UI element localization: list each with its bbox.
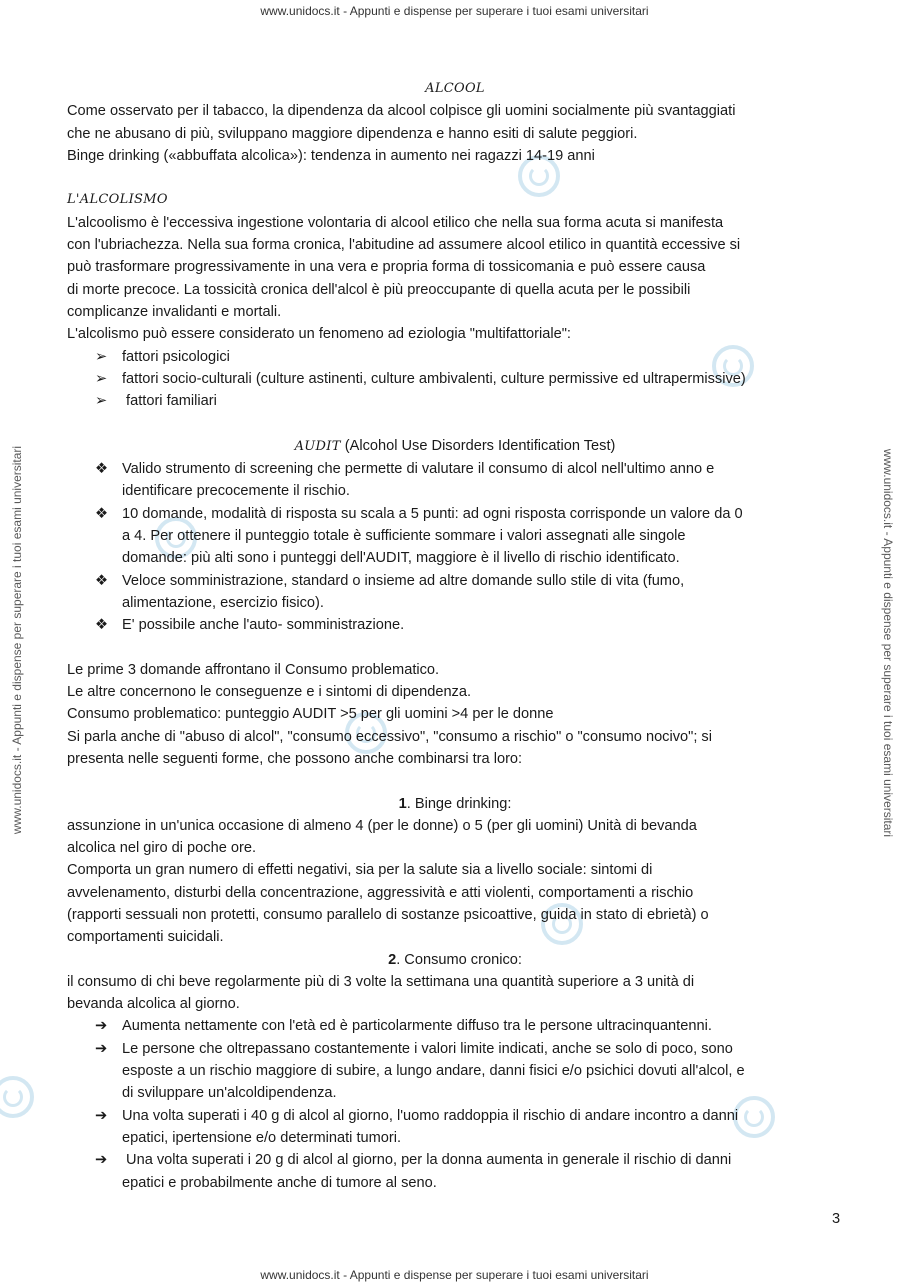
paragraph-line: alcolica nel giro di poche ore. <box>67 840 257 857</box>
paragraph-line: Comporta un gran numero di effetti negativi, sia per la salute sia a livello sociale: sintomi di <box>67 862 653 879</box>
list-item: ❖ Veloce somministrazione, standard o insieme ad altre domande sullo stile di vita (fumo, alimentazione, esercizio fisico). <box>67 570 843 615</box>
arrow-bullet-icon: ➢ <box>95 393 108 410</box>
paragraph-line: complicanze invalidanti e mortali. <box>67 303 282 320</box>
paragraph-line: che ne abusano di più, sviluppano maggiore dipendenza e hanno esiti di salute peggiori. <box>67 125 638 142</box>
page-title: ALCOOL <box>425 81 485 96</box>
paragraph-line: L'alcoolismo è l'eccessiva ingestione volontaria di alcool etilico che nella sua forma acuta si manifesta <box>67 214 724 231</box>
list-item: ❖ 10 domande, modalità di risposta su scala a 5 punti: ad ogni risposta corrisponde un valore da 0 a 4. Per ottenere il punteggio totale è sufficiente sommare i valori assegnati alle singole domande: più alti sono i punteggi dell'AUDIT, maggiore è il livello di rischio identificato. <box>67 503 843 570</box>
paragraph-line: presenta nelle seguenti forme, che possono anche combinarsi tra loro: <box>67 750 523 767</box>
cronico-list <box>67 1015 843 1193</box>
right-watermark: www.unidocs.it - Appunti e dispense per superare i tuoi esami universitari <box>881 448 895 838</box>
right-arrow-icon: ➔ <box>95 1040 108 1057</box>
diamond-bullet-icon: ❖ <box>95 572 109 589</box>
right-arrow-icon: ➔ <box>95 1107 108 1124</box>
list-item: ❖ Valido strumento di screening che permette di valutare il consumo di alcol nell'ultimo anno e identificare precocemente il rischio. <box>67 458 843 503</box>
list-item: ➢ fattori psicologici <box>67 346 843 368</box>
list-item: ❖ E' possibile anche l'auto- somministrazione. <box>67 614 843 636</box>
header-watermark: www.unidocs.it - Appunti e dispense per superare i tuoi esami universitari <box>260 4 649 18</box>
diamond-bullet-icon: ❖ <box>95 461 109 478</box>
paragraph-line: avvelenamento, disturbi della concentrazione, aggressività e atti violenti, comportamenti a rischio <box>67 884 694 901</box>
factors-list <box>67 346 843 413</box>
list-item: ➔ Le persone che oltrepassano costantemente i valori limite indicati, anche se solo di poco, sono esposte a un rischio maggiore di subire, a lungo andare, danni fisici e/o psichici dovuti all'alcol, e di sviluppare un'alcoldipendenza. <box>67 1038 843 1105</box>
unidocs-logo-icon <box>0 1076 34 1118</box>
list-item: ➔ Una volta superati i 40 g di alcol al giorno, l'uomo raddoppia il rischio di andare incontro a danni epatici, ipertensione e/o determinati tumori. <box>67 1105 843 1150</box>
paragraph-line: Binge drinking («abbuffata alcolica»): tendenza in aumento nei ragazzi 14-19 anni <box>67 147 595 164</box>
arrow-bullet-icon: ➢ <box>95 348 108 365</box>
arrow-bullet-icon: ➢ <box>95 370 108 387</box>
document-body <box>67 78 843 1194</box>
footer-watermark: www.unidocs.it - Appunti e dispense per superare i tuoi esami universitari <box>260 1268 649 1282</box>
section-heading-alcolismo: L'ALCOLISMO <box>67 192 168 208</box>
paragraph-line: il consumo di chi beve regolarmente più di 3 volte la settimana una quantità superiore a 3 unità di <box>67 973 695 990</box>
paragraph-line: Si parla anche di "abuso di alcol", "consumo eccessivo", "consumo a rischio" o "consumo nocivo"; si <box>67 728 712 745</box>
diamond-bullet-icon: ❖ <box>95 505 109 522</box>
paragraph-line: comportamenti suicidali. <box>67 929 224 946</box>
paragraph-line: assunzione in un'unica occasione di almeno 4 (per le donne) o 5 (per gli uomini) Unità di bevanda <box>67 817 697 834</box>
left-watermark: www.unidocs.it - Appunti e dispense per superare i tuoi esami universitari <box>10 445 24 835</box>
diamond-bullet-icon: ❖ <box>95 617 109 634</box>
section-heading-cronico: 2. Consumo cronico: <box>388 951 522 968</box>
paragraph-line: L'alcolismo può essere considerato un fenomeno ad eziologia "multifattoriale": <box>67 326 571 343</box>
paragraph-line: può trasformare progressivamente in una vera e propria forma di tossicomania e può essere causa <box>67 259 706 276</box>
page-number: 3 <box>832 1211 841 1227</box>
paragraph-line: Le prime 3 domande affrontano il Consumo problematico. <box>67 661 440 678</box>
paragraph-line: di morte precoce. La tossicità cronica dell'alcol è più preoccupante di quella acuta per le possibili <box>67 281 691 298</box>
audit-list <box>67 458 843 636</box>
paragraph-line: Come osservato per il tabacco, la dipendenza da alcool colpisce gli uomini socialmente più svantaggiati <box>67 103 736 120</box>
list-item: ➢ fattori familiari <box>67 390 843 412</box>
list-item: ➔ Aumenta nettamente con l'età ed è particolarmente diffuso tra le persone ultracinquantenni. <box>67 1015 843 1037</box>
paragraph-line: bevanda alcolica al giorno. <box>67 996 240 1013</box>
right-arrow-icon: ➔ <box>95 1152 108 1169</box>
paragraph-line: Le altre concernono le conseguenze e i sintomi di dipendenza. <box>67 684 472 701</box>
paragraph-line: Consumo problematico: punteggio AUDIT >5 per gli uomini >4 per le donne <box>67 706 554 723</box>
section-heading-audit: AUDIT (Alcohol Use Disorders Identification Test) <box>294 437 616 454</box>
list-item: ➢ fattori socio-culturali (culture astinenti, culture ambivalenti, culture permissive ed ultrapermissive) <box>67 368 843 390</box>
paragraph-line: (rapporti sessuali non protetti, consumo parallelo di sostanze psicoattive, guida in stato di ebrietà) o <box>67 906 709 923</box>
paragraph-line: con l'ubriachezza. Nella sua forma cronica, l'abitudine ad assumere alcool etilico in quantità eccessive si <box>67 237 741 254</box>
list-item: ➔ Una volta superati i 20 g di alcol al giorno, per la donna aumenta in generale il rischio di danni epatici e probabilmente anche di tumore al seno. <box>67 1149 843 1194</box>
right-arrow-icon: ➔ <box>95 1018 108 1035</box>
section-heading-binge: 1. Binge drinking: <box>398 795 512 812</box>
